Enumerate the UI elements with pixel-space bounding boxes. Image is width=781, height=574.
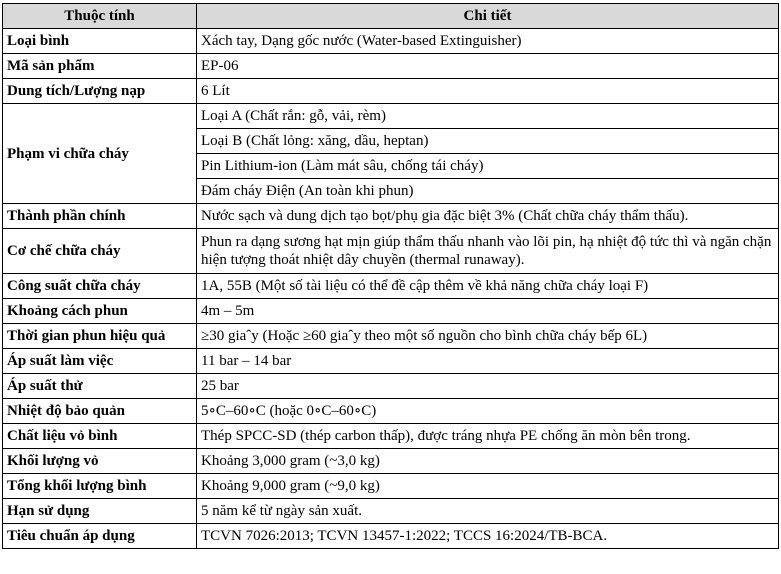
- header-attribute: Thuộc tính: [3, 4, 197, 29]
- row-key: Hạn sử dụng: [3, 499, 197, 524]
- row-value: Pin Lithium-ion (Làm mát sâu, chống tái cháy): [197, 154, 779, 179]
- table-row: [3, 299, 779, 324]
- table-row: [3, 424, 779, 449]
- table-row: [3, 474, 779, 499]
- table-row: [3, 449, 779, 474]
- row-value: ≥30 giaˆy (Hoặc ≥60 giaˆy theo một số nguồn cho bình chữa cháy bếp 6L): [197, 324, 779, 349]
- row-value: Xách tay, Dạng gốc nước (Water-based Extinguisher): [197, 29, 779, 54]
- row-value: TCVN 7026:2013; TCVN 13457-1:2022; TCCS 16:2024/TB-BCA.: [197, 524, 779, 549]
- table-row: [3, 399, 779, 424]
- spec-table: [2, 3, 779, 549]
- table-row: [3, 104, 779, 129]
- table-row: [3, 349, 779, 374]
- row-value: Khoảng 9,000 gram (~9,0 kg): [197, 474, 779, 499]
- row-key: Áp suất thử: [3, 374, 197, 399]
- row-key: Mã sản phẩm: [3, 54, 197, 79]
- row-key: Thời gian phun hiệu quả: [3, 324, 197, 349]
- row-key: Nhiệt độ bảo quản: [3, 399, 197, 424]
- row-value: Loại A (Chất rắn: gỗ, vải, rèm): [197, 104, 779, 129]
- row-key: Cơ chế chữa cháy: [3, 229, 197, 274]
- table-row: [3, 79, 779, 104]
- table-row: [3, 274, 779, 299]
- header-detail: Chi tiết: [197, 4, 779, 29]
- row-value: Đám cháy Điện (An toàn khi phun): [197, 179, 779, 204]
- row-value: Phun ra dạng sương hạt mịn giúp thẩm thấu nhanh vào lõi pin, hạ nhiệt độ tức thì và ngăn chặn hiện tượng thoát nhiệt dây chuyền (thermal runaway).: [197, 229, 779, 274]
- row-key: Dung tích/Lượng nạp: [3, 79, 197, 104]
- row-value: 25 bar: [197, 374, 779, 399]
- row-key: Tiêu chuẩn áp dụng: [3, 524, 197, 549]
- row-key: Chất liệu vỏ bình: [3, 424, 197, 449]
- row-key: Công suất chữa cháy: [3, 274, 197, 299]
- row-value: Loại B (Chất lỏng: xăng, dầu, heptan): [197, 129, 779, 154]
- header-row: [3, 4, 779, 29]
- row-value: 4m – 5m: [197, 299, 779, 324]
- row-value: 1A, 55B (Một số tài liệu có thể đề cập thêm về khả năng chữa cháy loại F): [197, 274, 779, 299]
- row-value: Nước sạch và dung dịch tạo bọt/phụ gia đặc biệt 3% (Chất chữa cháy thẩm thấu).: [197, 204, 779, 229]
- row-value: 6 Lít: [197, 79, 779, 104]
- row-key: Phạm vi chữa cháy: [3, 104, 197, 204]
- row-key: Tổng khối lượng bình: [3, 474, 197, 499]
- table-row: [3, 524, 779, 549]
- row-value: 11 bar – 14 bar: [197, 349, 779, 374]
- row-value: 5 năm kể từ ngày sản xuất.: [197, 499, 779, 524]
- table-row: [3, 54, 779, 79]
- table-row: [3, 499, 779, 524]
- table-row: [3, 29, 779, 54]
- row-key: Áp suất làm việc: [3, 349, 197, 374]
- table-row: [3, 229, 779, 274]
- row-key: Khối lượng vỏ: [3, 449, 197, 474]
- table-row: [3, 324, 779, 349]
- row-key: Khoảng cách phun: [3, 299, 197, 324]
- table-row: [3, 374, 779, 399]
- row-key: Loại bình: [3, 29, 197, 54]
- row-value: Thép SPCC-SD (thép carbon thấp), được tráng nhựa PE chống ăn mòn bên trong.: [197, 424, 779, 449]
- row-value: Khoảng 3,000 gram (~3,0 kg): [197, 449, 779, 474]
- row-value: 5∘C–60∘C (hoặc 0∘C–60∘C): [197, 399, 779, 424]
- row-value: EP-06: [197, 54, 779, 79]
- table-row: [3, 204, 779, 229]
- row-key: Thành phần chính: [3, 204, 197, 229]
